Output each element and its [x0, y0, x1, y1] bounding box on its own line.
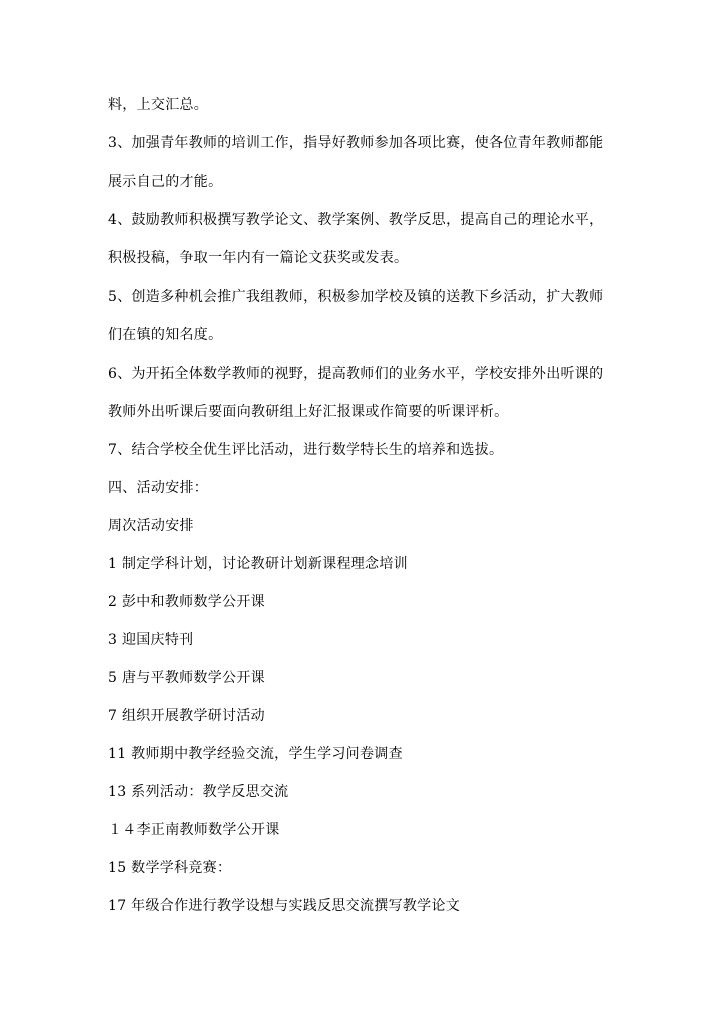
- text-line: 5、创造多种机会推广我组教师，积极参加学校及镇的送教下乡活动，扩大教师: [108, 289, 604, 305]
- schedule-item: １４李正南教师数学公开课: [108, 822, 280, 838]
- schedule-item: 2 彭中和教师数学公开课: [108, 594, 265, 610]
- text-line: 们在镇的知名度。: [108, 327, 223, 343]
- schedule-item: 5 唐与平教师数学公开课: [108, 670, 265, 686]
- text-line: 4、鼓励教师积极撰写教学论文、教学案例、教学反思，提高自己的理论水平，: [108, 212, 604, 228]
- schedule-item: 17 年级合作进行教学设想与实践反思交流撰写教学论文: [108, 898, 461, 914]
- schedule-item: 11 教师期中教学经验交流，学生学习问卷调查: [108, 746, 403, 762]
- text-line: 7、结合学校全优生评比活动，进行数学特长生的培养和选拔。: [108, 442, 504, 458]
- schedule-item: 7 组织开展教学研讨活动: [108, 708, 265, 724]
- schedule-item: 3 迎国庆特刊: [108, 632, 194, 648]
- section-heading: 四、活动安排：: [108, 480, 209, 496]
- schedule-item: 15 数学学科竞赛：: [108, 860, 232, 876]
- text-line: 教师外出听课后要面向教研组上好汇报课或作简要的听课评析。: [108, 404, 509, 420]
- schedule-item: 1 制定学科计划，讨论教研计划新课程理念培训: [108, 556, 408, 572]
- schedule-item: 13 系列活动：教学反思交流: [108, 784, 289, 800]
- text-line: 6、为开拓全体数学教师的视野，提高教师们的业务水平，学校安排外出听课的: [108, 366, 604, 382]
- text-line: 3、加强青年教师的培训工作，指导好教师参加各项比赛，使各位青年教师都能: [108, 135, 604, 151]
- schedule-header: 周次活动安排: [108, 518, 194, 534]
- text-line: 积极投稿，争取一年内有一篇论文获奖或发表。: [108, 250, 409, 266]
- text-line: 料，上交汇总。: [108, 97, 209, 113]
- text-line: 展示自己的才能。: [108, 174, 223, 190]
